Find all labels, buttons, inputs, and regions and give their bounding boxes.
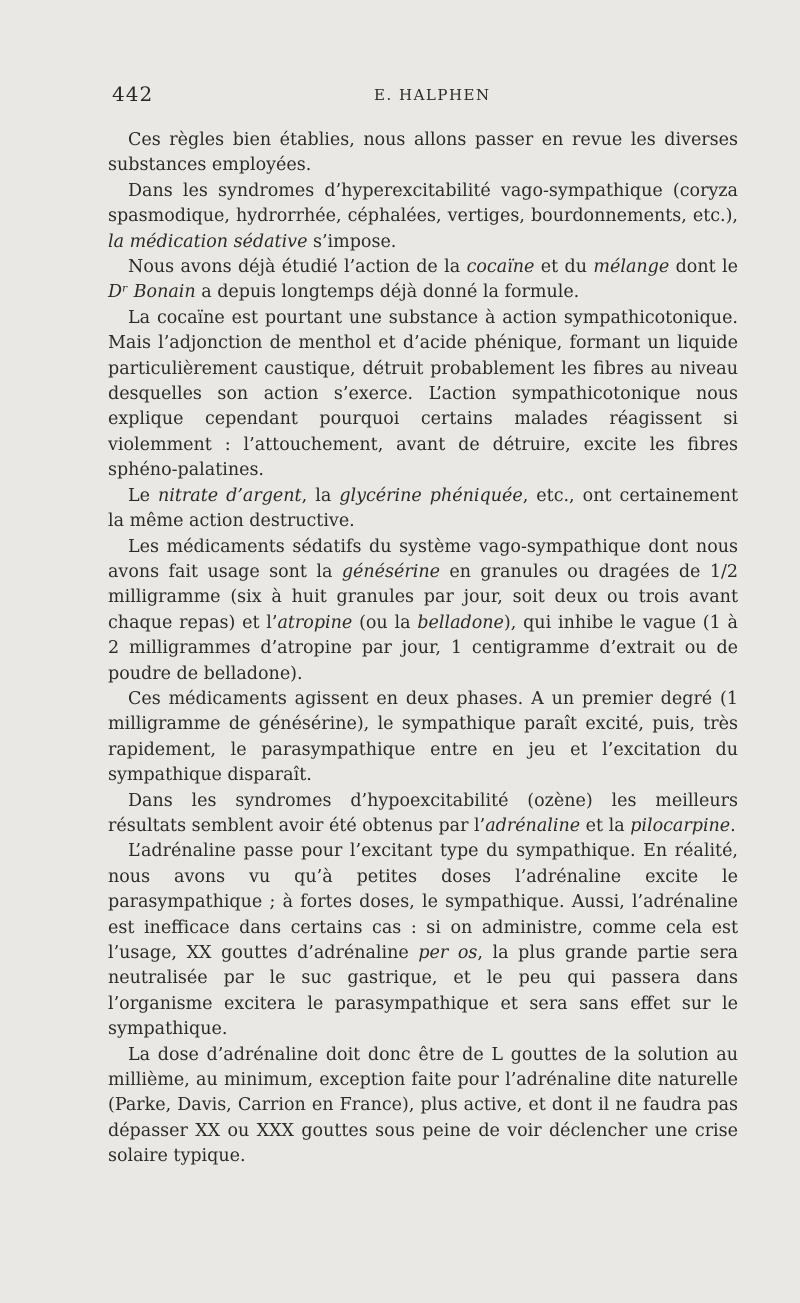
paragraph bbox=[108, 535, 738, 687]
italic-text: belladone bbox=[417, 612, 504, 633]
text-run: , la plus grande partie sera neutralisée par le suc gastrique, et le peu qui passera dans l’organisme excitera le parasympathique et sera sans effet sur le sympathique. bbox=[108, 943, 738, 1040]
running-title: E. HALPHEN bbox=[374, 86, 491, 104]
italic-text: glycérine phéniquée bbox=[339, 485, 523, 506]
text-run: Ces règles bien établies, nous allons passer en revue les diverses substances employées. bbox=[108, 130, 738, 176]
italic-text: Dʳ Bonain bbox=[108, 282, 196, 303]
text-run: a depuis longtemps déjà donné la formule. bbox=[195, 282, 580, 303]
page-number: 442 bbox=[112, 82, 154, 106]
text-run: Nous avons déjà étudié l’action de la bbox=[128, 257, 467, 278]
page-header bbox=[112, 82, 737, 112]
text-run: Dans les syndromes d’hyperexcitabilité vago-sympathique (coryza spasmodique, hydrorrhée, céphalées, vertiges, bourdonnements, etc.), bbox=[108, 180, 738, 227]
text-run: en granules ou dragées de 1/2 milligramme (six à huit granules par jour, soit deux ou trois avant chaque repas) et l’ bbox=[108, 561, 738, 633]
text-run: s’impose. bbox=[307, 231, 397, 252]
paragraph bbox=[108, 255, 738, 306]
text-run: Le bbox=[128, 485, 159, 506]
italic-text: mélange bbox=[593, 257, 670, 278]
italic-text: la médication sédative bbox=[108, 231, 308, 252]
paragraph bbox=[108, 306, 738, 484]
body-text bbox=[108, 128, 738, 1170]
paragraph bbox=[108, 839, 738, 1042]
paragraph bbox=[108, 179, 738, 255]
text-run: Ces médicaments agissent en deux phases. A un premier degré (1 milligramme de génésérine), le sympathique paraît excité, puis, très rapidement, le parasympathique entre en jeu et l’excitation du sympathique disparaît. bbox=[108, 688, 738, 786]
text-run: et du bbox=[534, 257, 594, 278]
italic-text: cocaïne bbox=[466, 257, 535, 278]
text-run: Dans les syndromes d’hypoexcitabilité (ozène) les meilleurs résultats semblent avoir été obtenus par l’ bbox=[108, 790, 738, 836]
text-run: L’adrénaline passe pour l’excitant type du sympathique. En réalité, nous avons vu qu’à petites doses l’adrénaline excite le parasympathique ; à fortes doses, le sympathique. Aussi, l’adrénaline est inefficace dans certains cas : si on administre, comme cela est l’usage, XX gouttes d’adrénaline bbox=[108, 841, 738, 963]
paragraph bbox=[108, 484, 738, 535]
text-run: , etc., ont certainement la même action destructive. bbox=[108, 485, 739, 532]
paragraph bbox=[108, 1043, 738, 1170]
text-run: dont le bbox=[669, 257, 738, 278]
italic-text: adrénaline bbox=[485, 815, 581, 836]
text-run: ), qui inhibe le vague (1 à 2 milligrammes d’atropine par jour, 1 centigramme d’extrait ou de poudre de belladone). bbox=[108, 612, 738, 684]
paragraph bbox=[108, 128, 738, 179]
text-run: , la bbox=[301, 485, 340, 506]
text-run: La cocaïne est pourtant une substance à action sympathicotonique. Mais l’adjonction de menthol et d’acide phénique, formant un liquide particulièrement caustique, détruit probablement les fibres au niveau desquelles son action s’exerce. L’action sympathicotonique nous explique cependant pourquoi certains malades réagissent si violemment : l’attouchement, avant de détruire, excite les fibres sphéno-palatines. bbox=[108, 307, 738, 481]
paragraph bbox=[108, 789, 738, 840]
text-run: La dose d’adrénaline doit donc être de L gouttes de la solution au millième, au minimum, exception faite pour l’adrénaline dite naturelle (Parke, Davis, Carrion en France), plus active, et dont il ne faudra pas dépasser XX ou XXX gouttes sous peine de voir déclencher une crise solaire typique. bbox=[108, 1044, 738, 1167]
italic-text: per os bbox=[418, 943, 478, 963]
italic-text: atropine bbox=[277, 612, 353, 633]
text-run: . bbox=[730, 815, 736, 836]
paragraph bbox=[108, 687, 738, 789]
italic-text: pilocarpine bbox=[630, 815, 731, 836]
text-run: (ou la bbox=[352, 612, 418, 633]
text-run: Les médicaments sédatifs du système vago-sympathique dont nous avons fait usage sont la bbox=[108, 536, 738, 582]
italic-text: nitrate d’argent bbox=[158, 485, 302, 506]
italic-text: génésérine bbox=[341, 561, 440, 582]
text-run: et la bbox=[580, 815, 631, 836]
